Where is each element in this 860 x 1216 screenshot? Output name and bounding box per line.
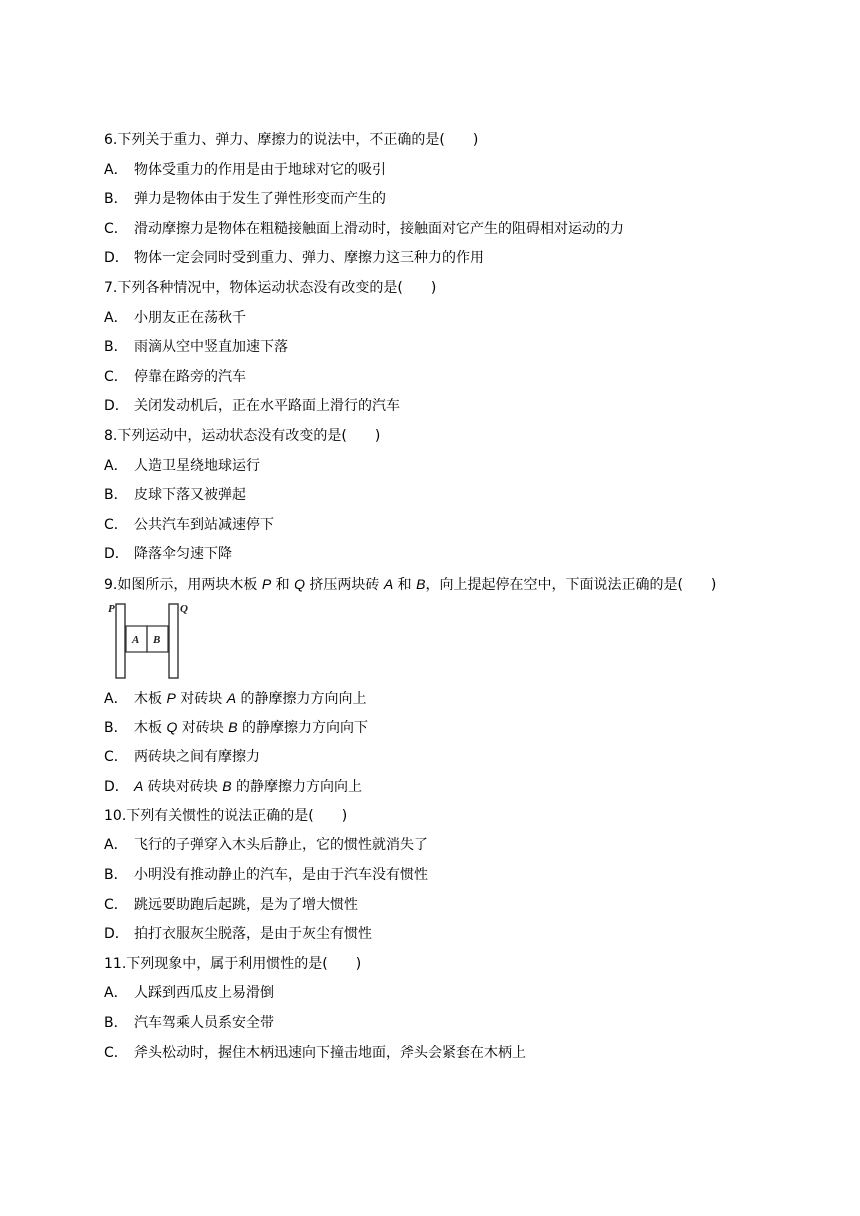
option-key: D． xyxy=(104,250,129,267)
option-text: 斧头松动时，握住木柄迅速向下撞击地面，斧头会紧套在木柄上 xyxy=(134,1044,526,1061)
option-key: B． xyxy=(104,867,128,884)
option-text: 弹力是物体由于发生了弹性形变而产生的 xyxy=(134,191,386,208)
option-text: 拍打衣服灰尘脱落，是由于灰尘有惯性 xyxy=(134,926,372,943)
option-key: B． xyxy=(104,1015,128,1032)
question-8-option-d xyxy=(104,540,824,570)
question-9-option-a xyxy=(104,684,824,714)
question-8-option-c xyxy=(104,511,824,541)
option-key: B． xyxy=(104,720,128,737)
var-a: A xyxy=(383,575,394,592)
option-key: C． xyxy=(104,516,128,533)
question-6-option-d xyxy=(104,244,824,274)
board-q xyxy=(169,604,178,678)
var-a: A xyxy=(226,689,237,706)
option-key: B． xyxy=(104,191,128,208)
var-q: Q xyxy=(294,575,305,592)
question-6-option-c xyxy=(104,215,824,245)
question-11-option-b xyxy=(104,1009,824,1039)
option-text: 的静摩擦力方向向下 xyxy=(237,720,369,737)
question-11-option-a xyxy=(104,979,824,1009)
option-key: A． xyxy=(104,985,128,1002)
option-text: 公共汽车到站减速停下 xyxy=(134,516,274,533)
stem-text: 9.如图所示，用两块木板 xyxy=(104,576,262,593)
option-text: 小明没有推动静止的汽车，是由于汽车没有惯性 xyxy=(134,867,428,884)
option-text: 雨滴从空中竖直加速下落 xyxy=(134,339,288,356)
question-10-option-c xyxy=(104,891,824,921)
option-key: A． xyxy=(104,690,128,707)
question-7-option-b xyxy=(104,333,824,363)
question-11-option-c xyxy=(104,1039,824,1069)
option-text: 皮球下落又被弹起 xyxy=(134,487,246,504)
label-b: B xyxy=(153,633,161,646)
boards-bricks-diagram xyxy=(106,600,196,682)
option-key: D． xyxy=(104,398,129,415)
label-q: Q xyxy=(180,602,188,615)
question-7-option-c xyxy=(104,363,824,393)
question-10-stem: 10.下列有关惯性的说法正确的是( ) xyxy=(104,807,348,824)
stem-text: ，向上提起停在空中，下面说法正确的是( ) xyxy=(425,576,717,593)
option-text: 汽车驾乘人员系安全带 xyxy=(134,1015,274,1032)
question-7-option-a xyxy=(104,304,824,334)
stem-text: 和 xyxy=(271,576,295,593)
option-text: 人踩到西瓜皮上易滑倒 xyxy=(134,985,274,1002)
question-10-option-d xyxy=(104,920,824,950)
option-key: C． xyxy=(104,368,128,385)
question-9-option-b xyxy=(104,713,824,743)
option-key: D． xyxy=(104,779,129,796)
question-11-stem: 11.下列现象中，属于利用惯性的是( ) xyxy=(104,955,362,972)
option-text: 木板 xyxy=(134,690,167,707)
var-p: P xyxy=(166,689,176,706)
question-6-stem: 6.下列关于重力、弹力、摩擦力的说法中，不正确的是( ) xyxy=(104,132,479,148)
option-key: A． xyxy=(104,837,128,854)
option-text: 的静摩擦力方向向上 xyxy=(231,779,363,796)
question-8-option-b xyxy=(104,481,824,511)
question-6-option-a xyxy=(104,156,824,186)
option-text: 对砖块 xyxy=(177,720,229,737)
option-key: A． xyxy=(104,309,128,326)
option-text: 飞行的子弹穿入木头后静止，它的惯性就消失了 xyxy=(134,837,428,854)
option-text: 降落伞匀速下降 xyxy=(134,546,232,563)
option-text: 物体受重力的作用是由于地球对它的吸引 xyxy=(134,161,386,178)
option-text: 两砖块之间有摩擦力 xyxy=(134,748,260,765)
var-a: A xyxy=(134,778,144,795)
option-key: D． xyxy=(104,926,129,943)
question-10-option-b xyxy=(104,861,824,891)
option-key: C． xyxy=(104,220,128,237)
question-9-figure xyxy=(104,600,824,684)
option-text: 对砖块 xyxy=(175,690,227,707)
question-9-option-c xyxy=(104,743,824,773)
var-b: B xyxy=(228,719,238,736)
option-text: 关闭发动机后，正在水平路面上滑行的汽车 xyxy=(134,398,400,415)
option-text: 小朋友正在荡秋千 xyxy=(134,309,246,326)
var-b: B xyxy=(416,575,426,592)
option-key: A． xyxy=(104,161,128,178)
stem-text: 挤压两块砖 xyxy=(304,576,384,593)
var-b: B xyxy=(222,778,232,795)
option-key: A． xyxy=(104,457,128,474)
option-text: 停靠在路旁的汽车 xyxy=(134,368,246,385)
question-7-stem: 7.下列各种情况中，物体运动状态没有改变的是( ) xyxy=(104,279,437,296)
option-text: 物体一定会同时受到重力、弹力、摩擦力这三种力的作用 xyxy=(134,250,484,267)
option-key: C． xyxy=(104,896,128,913)
option-key: C． xyxy=(104,748,128,765)
option-key: C． xyxy=(104,1044,128,1061)
question-10-option-a xyxy=(104,831,824,861)
option-text: 砖块对砖块 xyxy=(143,779,223,796)
stem-text: 和 xyxy=(393,576,417,593)
option-key: D． xyxy=(104,546,129,563)
label-p: P xyxy=(108,602,115,615)
question-9-option-d xyxy=(104,772,824,802)
worksheet-page xyxy=(104,126,824,1068)
var-q: Q xyxy=(166,719,178,736)
option-text: 的静摩擦力方向向上 xyxy=(236,690,367,707)
var-p: P xyxy=(261,575,272,592)
option-key: B． xyxy=(104,487,128,504)
option-text: 人造卫星绕地球运行 xyxy=(134,457,260,474)
question-8-option-a xyxy=(104,452,824,482)
option-text: 木板 xyxy=(134,720,167,737)
question-6-option-b xyxy=(104,185,824,215)
question-8-stem: 8.下列运动中，运动状态没有改变的是( ) xyxy=(104,427,381,444)
board-p xyxy=(116,604,125,678)
question-9-stem xyxy=(104,570,824,600)
option-text: 跳远要助跑后起跳，是为了增大惯性 xyxy=(134,896,358,913)
label-a: A xyxy=(132,633,140,646)
option-key: B． xyxy=(104,339,128,356)
question-7-option-d xyxy=(104,392,824,422)
option-text: 滑动摩擦力是物体在粗糙接触面上滑动时，接触面对它产生的阻碍相对运动的力 xyxy=(134,220,624,237)
